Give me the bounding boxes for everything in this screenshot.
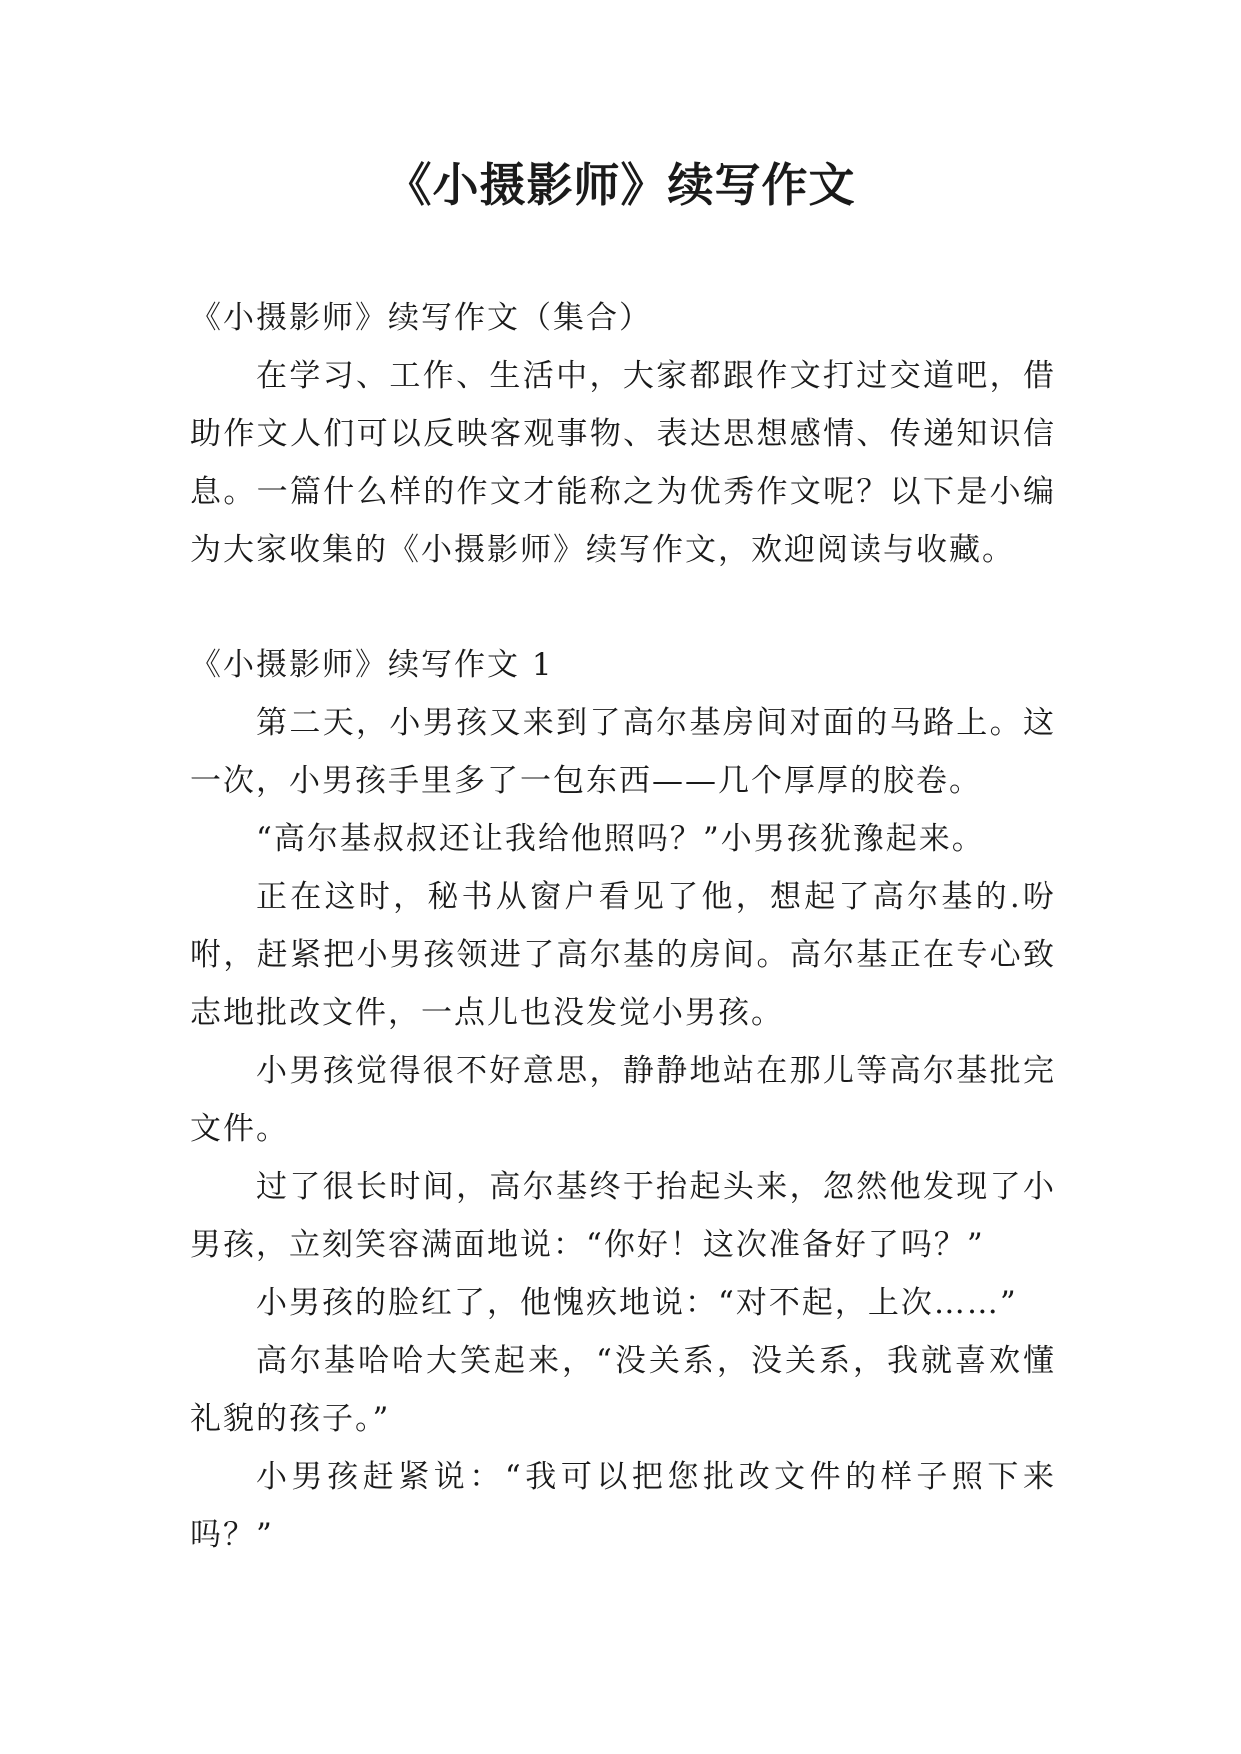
- section-1-paragraph: 过了很长时间，高尔基终于抬起头来，忽然他发现了小男孩，立刻笑容满面地说：“你好！这次准备好了吗？”: [190, 1169, 1056, 1263]
- section-1-paragraph: 小男孩赶紧说：“我可以把您批改文件的样子照下来吗？”: [190, 1459, 1056, 1553]
- intro-heading: 《小摄影师》续写作文（集合）: [190, 300, 652, 336]
- section-1: [190, 636, 1056, 1564]
- intro-section: [190, 289, 1056, 579]
- section-1-paragraph: 第二天，小男孩又来到了高尔基房间对面的马路上。这一次，小男孩手里多了一包东西——几个厚厚的胶卷。: [190, 705, 1056, 799]
- section-1-paragraph: 小男孩的脸红了，他愧疚地说：“对不起，上次……”: [256, 1285, 1018, 1321]
- section-1-heading: 《小摄影师》续写作文 1: [190, 647, 554, 683]
- section-1-paragraph: 小男孩觉得很不好意思，静静地站在那儿等高尔基批完文件。: [190, 1053, 1056, 1147]
- document-title: 《小摄影师》续写作文: [385, 158, 856, 212]
- intro-paragraph: 在学习、工作、生活中，大家都跟作文打过交道吧，借助作文人们可以反映客观事物、表达思想感情、传递知识信息。一篇什么样的作文才能称之为优秀作文呢？以下是小编为大家收集的《小摄影师》续写作文，欢迎阅读与收藏。: [190, 358, 1056, 568]
- section-1-paragraph: 正在这时，秘书从窗户看见了他，想起了高尔基的.吩咐，赶紧把小男孩领进了高尔基的房间。高尔基正在专心致志地批改文件，一点儿也没发觉小男孩。: [190, 879, 1056, 1031]
- section-1-paragraph: 高尔基哈哈大笑起来，“没关系，没关系，我就喜欢懂礼貌的孩子。”: [190, 1343, 1056, 1437]
- section-1-paragraph: “高尔基叔叔还让我给他照吗？”小男孩犹豫起来。: [256, 821, 985, 857]
